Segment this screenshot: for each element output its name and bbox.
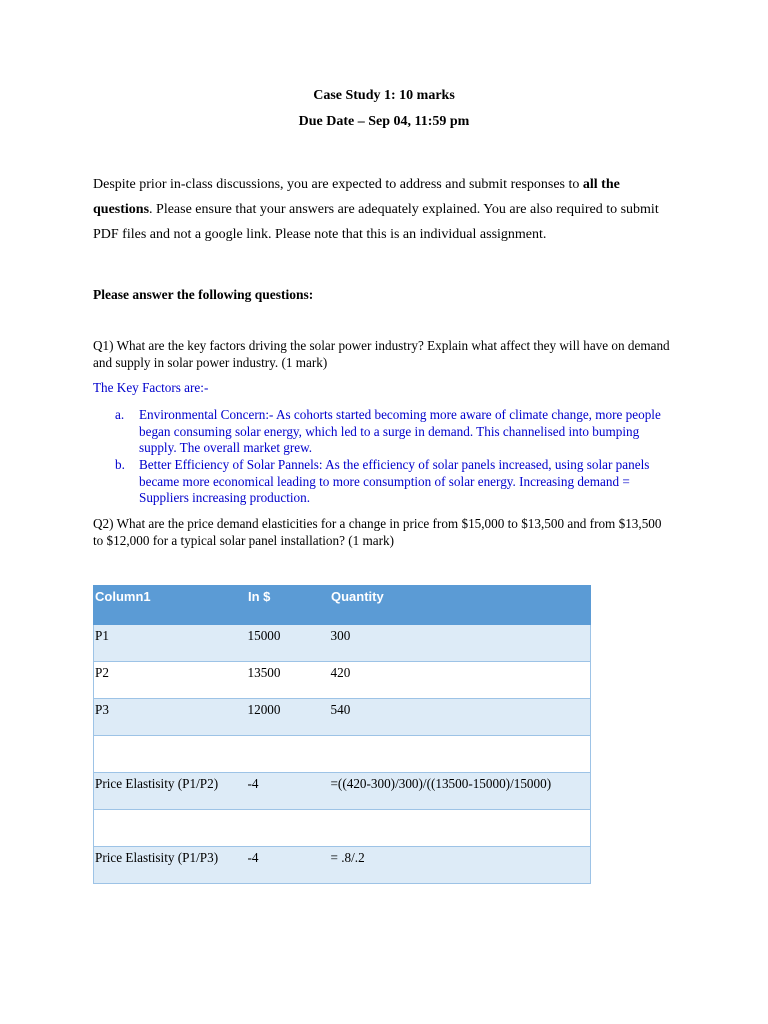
table-cell: 420: [330, 662, 591, 699]
table-cell: = .8/.2: [330, 847, 591, 884]
intro-text-1: Despite prior in-class discussions, you are expected to address and submit responses to: [93, 177, 583, 192]
elasticity-table: [93, 585, 591, 884]
q1-item-a-text: Environmental Concern:- As cohorts started becoming more aware of climate change, more people began consuming solar energy, which led to a surge in demand. This channelised into bumping supply. The overall market grew.: [139, 407, 661, 456]
q1-question: Q1) What are the key factors driving the solar power industry? Explain what affect they will have on demand and supply in solar power industry. (1 mark): [93, 338, 670, 370]
q1-item-b-marker: b.: [115, 457, 125, 472]
q1-item-a-marker: a.: [115, 407, 125, 422]
table-row: [94, 773, 591, 810]
table-cell: 13500: [247, 662, 330, 699]
table-cell: 12000: [247, 699, 330, 736]
table-cell: [94, 810, 247, 847]
q1-item-b-text: Better Efficiency of Solar Pannels: As the efficiency of solar panels increased, using solar panels became more economical leading to more consumption of solar energy. Increasing demand = Suppliers increasing production.: [139, 457, 650, 506]
header-column1: Column1: [94, 586, 247, 625]
table-cell: 15000: [247, 625, 330, 662]
table-cell: Price Elastisity (P1/P2): [94, 773, 247, 810]
table-cell: [247, 810, 330, 847]
table-row: [94, 625, 591, 662]
header-in-dollars: In $: [247, 586, 330, 625]
table-cell: -4: [247, 847, 330, 884]
table-row: [94, 662, 591, 699]
table-cell: P3: [94, 699, 247, 736]
intro-paragraph: [93, 172, 663, 247]
table-cell: 540: [330, 699, 591, 736]
table-cell: -4: [247, 773, 330, 810]
table-cell: Price Elastisity (P1/P3): [94, 847, 247, 884]
page-title: Case Study 1: 10 marks: [313, 88, 455, 103]
table-cell: [247, 736, 330, 773]
table-cell: P2: [94, 662, 247, 699]
table-cell: [330, 736, 591, 773]
table-row: [94, 736, 591, 773]
q1-answer-intro: The Key Factors are:-: [93, 380, 209, 395]
table-cell: [94, 736, 247, 773]
due-date: Due Date – Sep 04, 11:59 pm: [298, 114, 470, 129]
intro-bold: all the questions: [93, 177, 620, 217]
instruction-heading: Please answer the following questions:: [93, 287, 314, 302]
header-quantity: Quantity: [330, 586, 591, 625]
table-cell: [330, 810, 591, 847]
intro-text-2: . Please ensure that your answers are adequately explained. You are also required to submit PDF files and not a google link. Please note that this is an individual assignment.: [93, 202, 659, 242]
table-row: [94, 699, 591, 736]
table-row: [94, 847, 591, 884]
q2-question: Q2) What are the price demand elasticities for a change in price from $15,000 to $13,500 and from $13,500 to $12,000 for a typical solar panel installation? (1 mark): [93, 516, 662, 548]
table-cell: 300: [330, 625, 591, 662]
table-cell: =((420-300)/300)/((13500-15000)/15000): [330, 773, 591, 810]
table-header-row: [94, 586, 591, 625]
table-cell: P1: [94, 625, 247, 662]
table-row: [94, 810, 591, 847]
